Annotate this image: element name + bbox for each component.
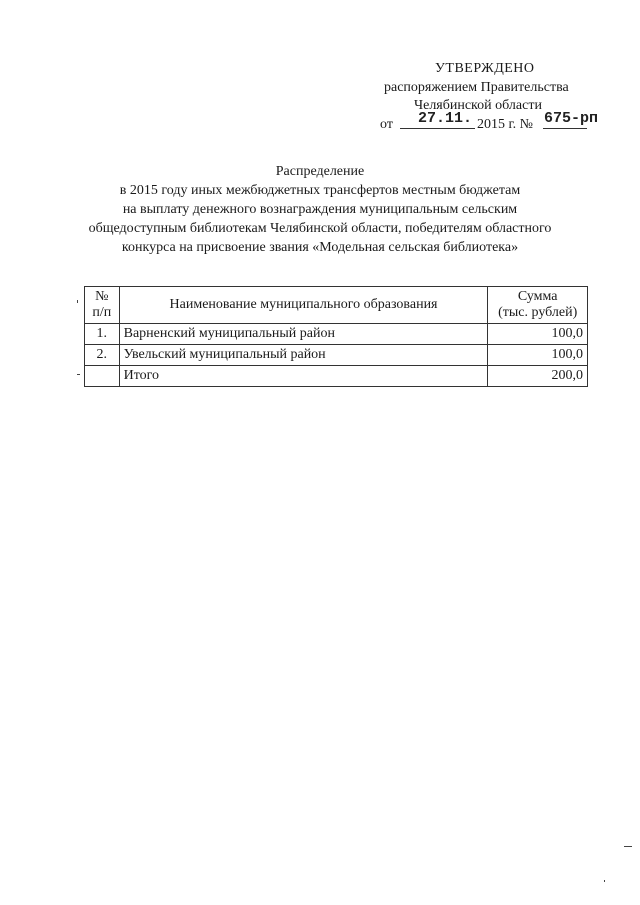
approval-region-line: Челябинской области [414, 98, 542, 113]
approval-number: 675-рп [544, 110, 599, 127]
table-row [85, 345, 588, 366]
date-underline [400, 128, 475, 129]
row-number: 2. [85, 345, 120, 366]
column-header-number-line2: п/п [92, 305, 112, 320]
table-row [85, 324, 588, 345]
column-header-sum-line1: Сумма [517, 289, 558, 304]
approval-date-row [380, 110, 599, 136]
row-name: Увельский муниципальный район [119, 345, 488, 366]
row-sum: 100,0 [488, 324, 588, 345]
approval-order-line: распоряжением Правительства [384, 80, 569, 95]
heading-line-3: общедоступным библиотекам Челябинской области, победителям областного [88, 221, 552, 236]
column-header-number [85, 287, 120, 324]
column-header-number-line1: № [95, 289, 109, 304]
scan-mark [77, 374, 80, 375]
row-number: 1. [85, 324, 120, 345]
number-underline [543, 128, 587, 129]
column-header-name: Наименование муниципального образования [119, 287, 488, 324]
heading-line-1: в 2015 году иных межбюджетных трансфертов местным бюджетам [119, 183, 521, 198]
column-header-sum-line2: (тыс. рублей) [498, 305, 578, 320]
column-header-sum [488, 287, 588, 324]
scan-mark [604, 880, 605, 882]
total-sum: 200,0 [488, 366, 588, 387]
heading-title: Распределение [275, 164, 365, 179]
approval-date: 27.11. [418, 110, 473, 127]
table-total-row [85, 366, 588, 387]
approval-title: УТВЕРЖДЕНО [435, 61, 535, 76]
row-sum: 100,0 [488, 345, 588, 366]
table-header-row [85, 287, 588, 324]
heading-line-4: конкурса на присвоение звания «Модельная сельская библиотека» [121, 240, 519, 255]
distribution-table [84, 286, 588, 387]
scan-mark [77, 300, 78, 303]
document-heading [60, 162, 580, 257]
row-name: Варненский муниципальный район [119, 324, 488, 345]
approval-year-label: 2015 г. № [477, 117, 534, 132]
heading-line-2: на выплату денежного вознаграждения муниципальным сельским [122, 202, 518, 217]
total-label: Итого [119, 366, 488, 387]
total-number [85, 366, 120, 387]
approval-from-label: от [380, 117, 393, 132]
scan-mark [624, 846, 632, 847]
